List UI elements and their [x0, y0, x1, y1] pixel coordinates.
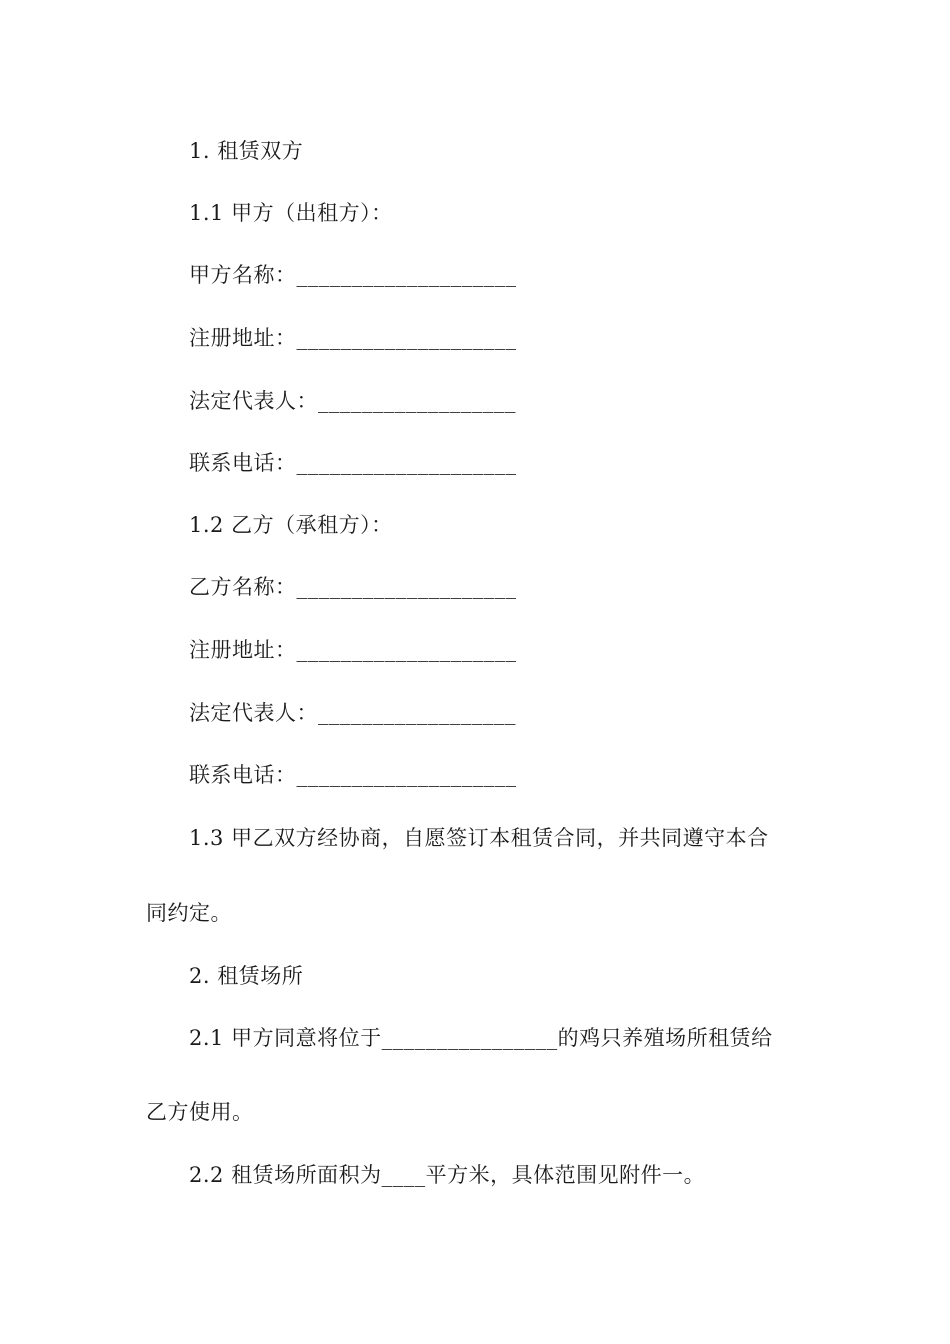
- party-b-representative-field: 法定代表人：__________________: [189, 701, 516, 725]
- section-2-2: 2.2 租赁场所面积为____平方米，具体范围见附件一。: [189, 1163, 706, 1187]
- party-a-address-field: 注册地址：____________________: [189, 326, 517, 350]
- party-b-name-field: 乙方名称：____________________: [189, 575, 517, 599]
- party-b-address-field: 注册地址：____________________: [189, 638, 517, 662]
- section-1-heading: 1. 租赁双方: [189, 139, 304, 163]
- section-1-1-party-a: 1.1 甲方（出租方）：: [189, 201, 393, 225]
- party-a-phone-field: 联系电话：____________________: [189, 451, 517, 475]
- party-a-name-field: 甲方名称：____________________: [189, 263, 517, 287]
- section-2-heading: 2. 租赁场所: [189, 964, 304, 988]
- section-2-1-line-2: 乙方使用。: [146, 1100, 254, 1124]
- party-b-phone-field: 联系电话：____________________: [189, 763, 517, 787]
- section-1-3-line-2: 同约定。: [146, 901, 232, 925]
- section-2-1-line-1: 2.1 甲方同意将位于________________的鸡只养殖场所租赁给: [189, 1026, 773, 1050]
- party-a-representative-field: 法定代表人：__________________: [189, 389, 516, 413]
- section-1-3-line-1: 1.3 甲乙双方经协商，自愿签订本租赁合同，并共同遵守本合: [189, 826, 769, 850]
- section-1-2-party-b: 1.2 乙方（承租方）：: [189, 513, 393, 537]
